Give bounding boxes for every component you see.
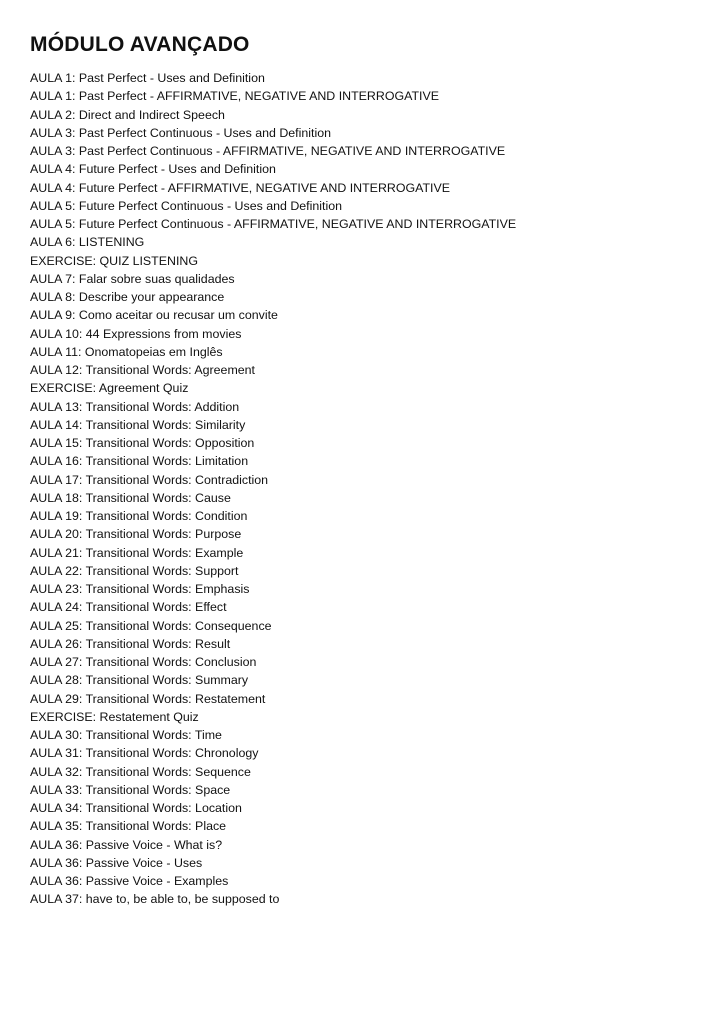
lesson-item: AULA 14: Transitional Words: Similarity [30,417,246,432]
lesson-item: AULA 5: Future Perfect Continuous - AFFIRMATIVE, NEGATIVE AND INTERROGATIVE [30,217,517,231]
lesson-item: AULA 36: Passive Voice - Uses [30,855,203,870]
lesson-item: AULA 33: Transitional Words: Space [30,782,231,797]
lesson-item: AULA 19: Transitional Words: Condition [30,509,248,523]
document-page [30,30,704,909]
lesson-item: AULA 18: Transitional Words: Cause [30,490,231,505]
lesson-item: EXERCISE: Restatement Quiz [30,709,199,724]
lesson-item: AULA 7: Falar sobre suas qualidades [30,271,235,286]
lesson-item: EXERCISE: QUIZ LISTENING [30,253,198,268]
lesson-item: AULA 17: Transitional Words: Contradiction [30,472,269,487]
lesson-list [30,69,704,909]
lesson-item: AULA 36: Passive Voice - Examples [30,874,229,888]
lesson-item: AULA 1: Past Perfect - Uses and Definition [30,71,265,85]
lesson-item: AULA 11: Onomatopeias em Inglês [30,344,223,359]
lesson-item: AULA 22: Transitional Words: Support [30,563,239,578]
lesson-item: AULA 36: Passive Voice - What is? [30,837,223,852]
lesson-item: AULA 15: Transitional Words: Opposition [30,436,255,450]
lesson-item: AULA 20: Transitional Words: Purpose [30,527,242,542]
lesson-item: AULA 26: Transitional Words: Result [30,636,231,651]
lesson-item: AULA 4: Future Perfect - AFFIRMATIVE, NEGATIVE AND INTERROGATIVE [30,180,450,195]
lesson-item: AULA 32: Transitional Words: Sequence [30,764,251,779]
lesson-item: AULA 13: Transitional Words: Addition [30,399,240,414]
lesson-item: AULA 21: Transitional Words: Example [30,545,244,560]
lesson-item: AULA 2: Direct and Indirect Speech [30,107,225,122]
lesson-item: AULA 25: Transitional Words: Consequence [30,618,272,633]
lesson-item: AULA 1: Past Perfect - AFFIRMATIVE, NEGATIVE AND INTERROGATIVE [30,89,439,104]
lesson-item: AULA 4: Future Perfect - Uses and Definition [30,162,276,177]
lesson-item: AULA 27: Transitional Words: Conclusion [30,655,257,669]
lesson-item: AULA 12: Transitional Words: Agreement [30,363,255,377]
lesson-item: AULA 31: Transitional Words: Chronology [30,746,259,761]
lesson-item: AULA 34: Transitional Words: Location [30,801,242,815]
lesson-item: AULA 23: Transitional Words: Emphasis [30,582,250,596]
lesson-item: AULA 37: have to, be able to, be supposed to [30,892,280,907]
lesson-item: EXERCISE: Agreement Quiz [30,381,189,396]
lesson-item: AULA 10: 44 Expressions from movies [30,326,242,341]
lesson-item: AULA 3: Past Perfect Continuous - Uses and Definition [30,125,331,140]
lesson-item: AULA 24: Transitional Words: Effect [30,600,227,615]
lesson-item: AULA 6: LISTENING [30,235,145,250]
lesson-item: AULA 3: Past Perfect Continuous - AFFIRMATIVE, NEGATIVE AND INTERROGATIVE [30,144,506,158]
lesson-item: AULA 28: Transitional Words: Summary [30,673,249,688]
lesson-item: AULA 29: Transitional Words: Restatement [30,691,266,706]
lesson-item: AULA 30: Transitional Words: Time [30,728,222,742]
lesson-item: AULA 9: Como aceitar ou recusar um convite [30,308,278,323]
lesson-item: AULA 16: Transitional Words: Limitation [30,454,249,469]
lesson-item: AULA 8: Describe your appearance [30,290,225,304]
lesson-item: AULA 35: Transitional Words: Place [30,819,227,834]
lesson-item: AULA 5: Future Perfect Continuous - Uses and Definition [30,198,342,213]
page-title: MÓDULO AVANÇADO [30,33,250,56]
